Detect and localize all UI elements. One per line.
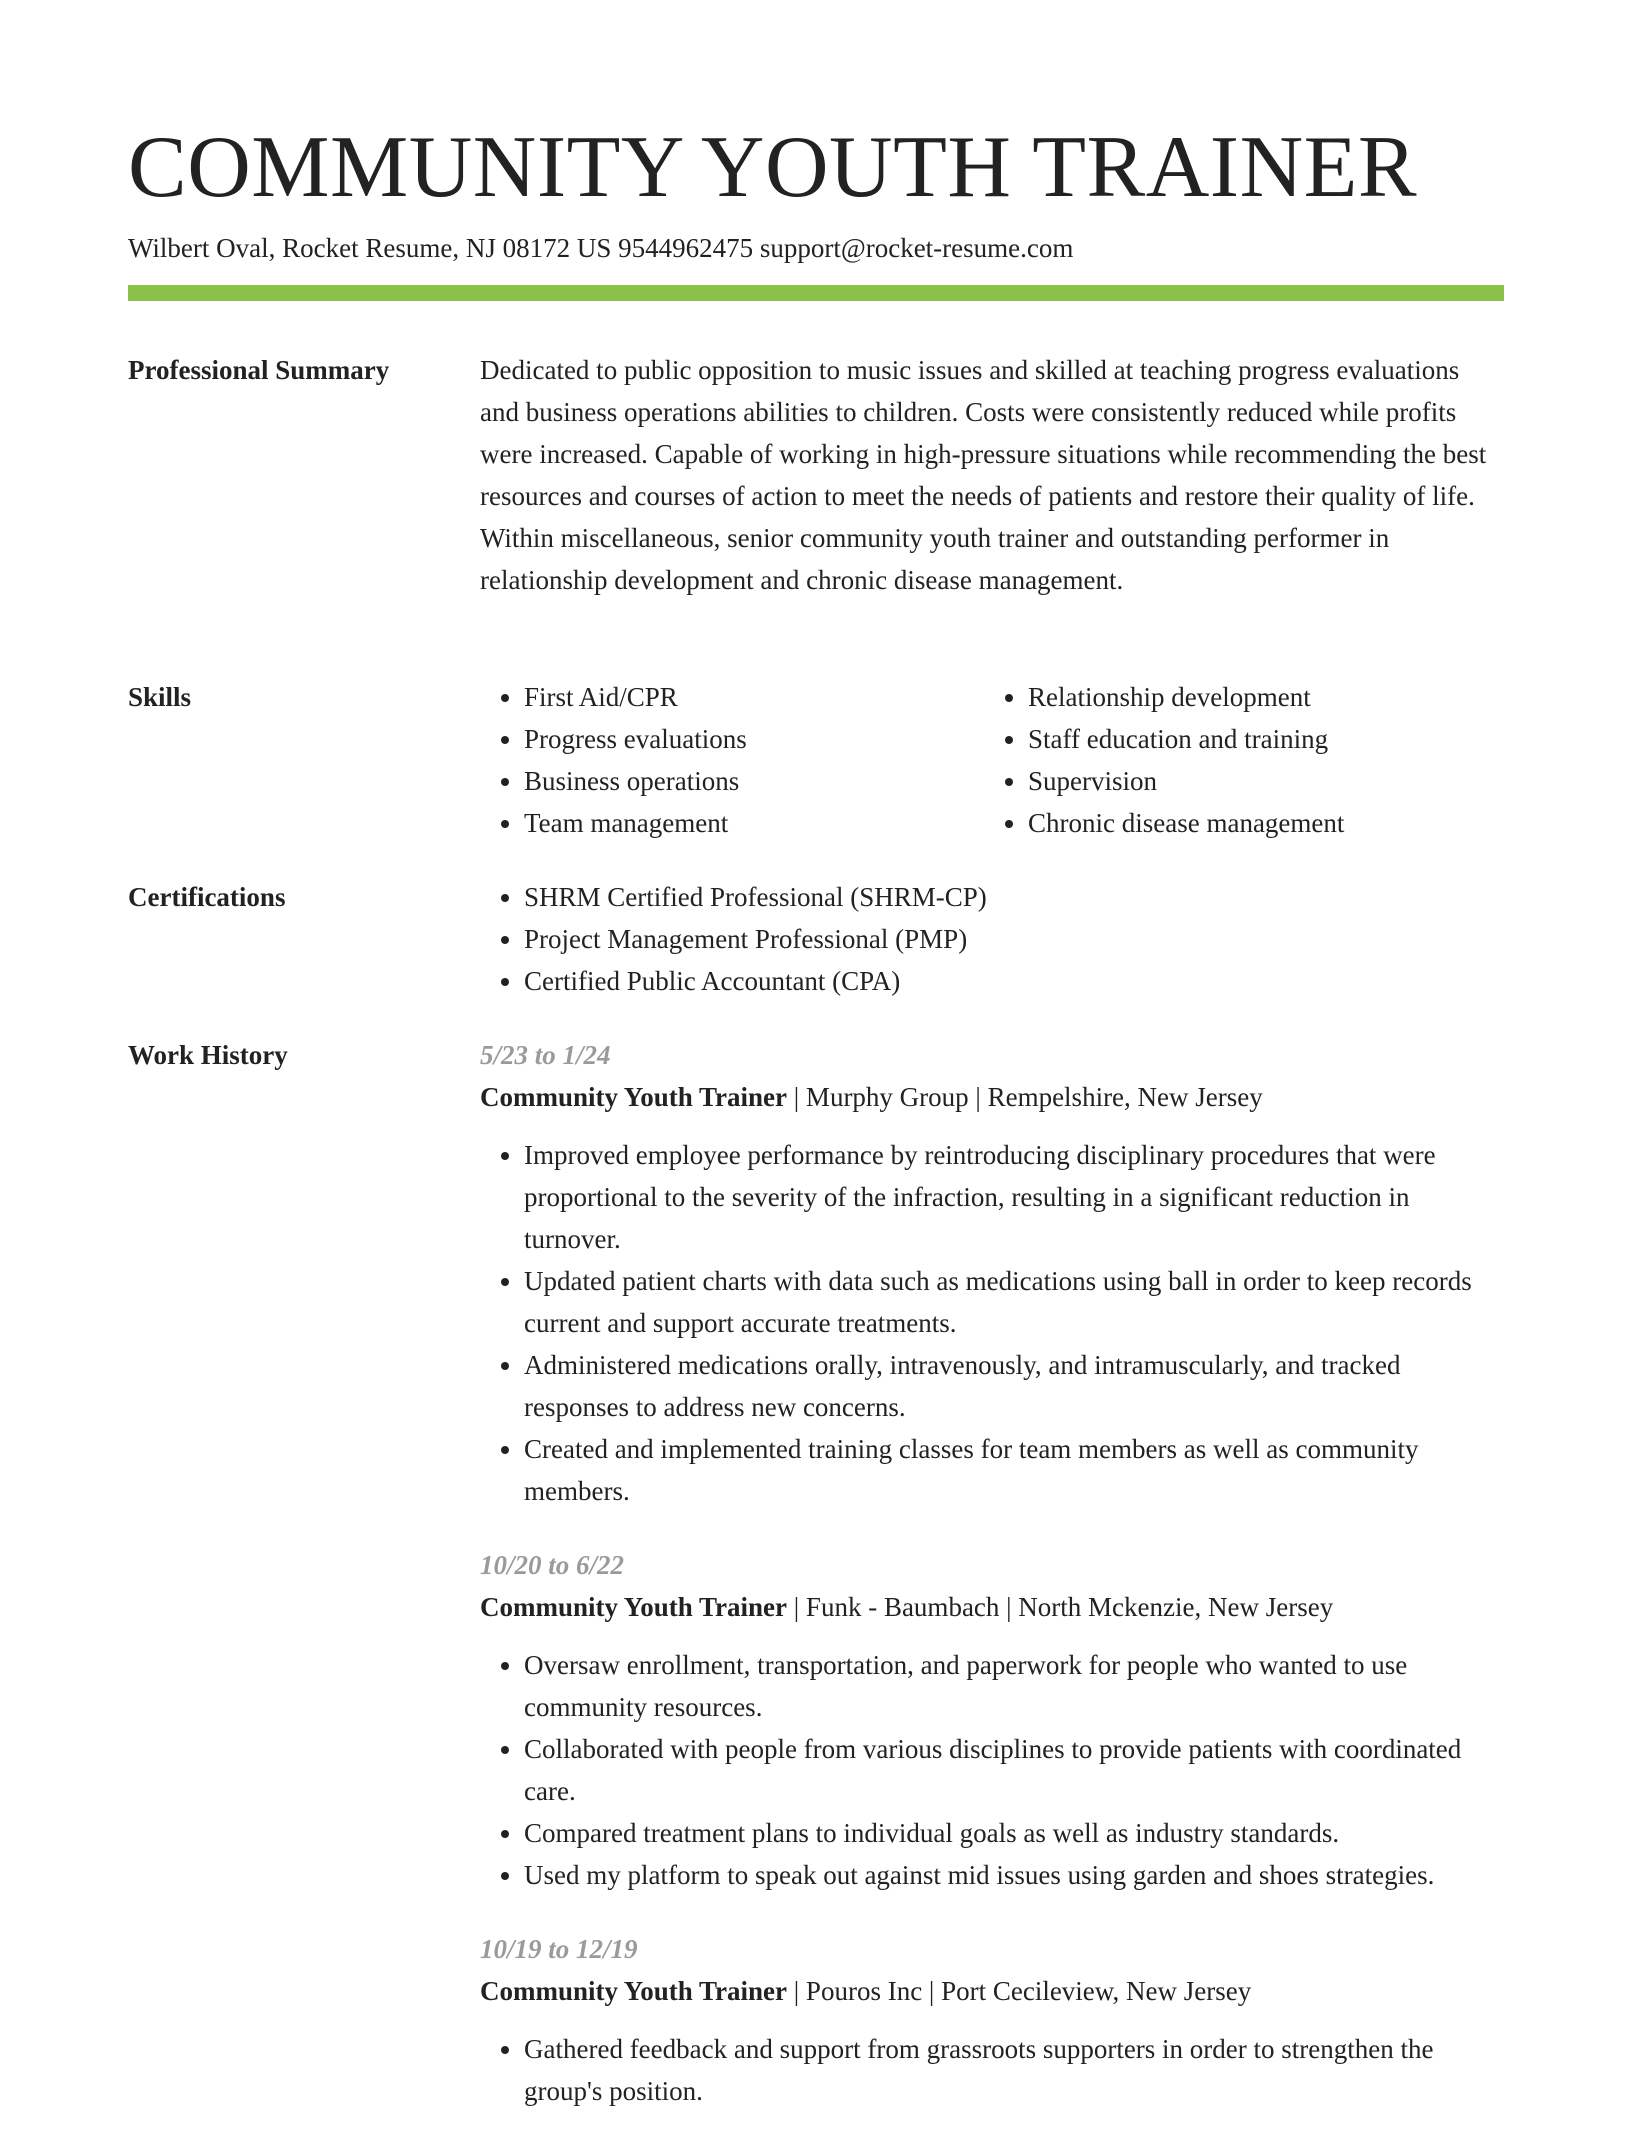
job-entry <box>480 1928 1504 2112</box>
summary-heading: Professional Summary <box>128 355 390 385</box>
skills-column-left <box>480 676 984 844</box>
skills-body <box>480 676 1504 844</box>
skills-heading: Skills <box>128 682 192 712</box>
skill-item: • Chronic disease management <box>1028 802 1488 844</box>
skill-item: • Supervision <box>1028 760 1488 802</box>
job-title: Community Youth Trainer <box>480 1976 788 2006</box>
job-employer-location: | Funk - Baumbach | North Mckenzie, New Jersey <box>787 1592 1334 1622</box>
resume-name-heading: COMMUNITY YOUTH TRAINER <box>128 119 1418 216</box>
job-bullet: • Compared treatment plans to individual goals as well as industry standards. <box>524 1812 1504 1854</box>
job-bullet: • Gathered feedback and support from grassroots supporters in order to strengthen the group's position. <box>524 2028 1504 2112</box>
job-header <box>480 1586 1504 1628</box>
job-bullet: • Collaborated with people from various disciplines to provide patients with coordinated care. <box>524 1728 1504 1812</box>
job-dates: 10/19 to 12/19 <box>480 1934 638 1964</box>
job-bullet: • Created and implemented training classes for team members as well as community members. <box>524 1428 1504 1512</box>
skill-item: • Relationship development <box>1028 676 1488 718</box>
job-dates: 10/20 to 6/22 <box>480 1550 625 1580</box>
certification-item: • Certified Public Accountant (CPA) <box>524 960 1504 1002</box>
job-bullet: • Updated patient charts with data such as medications using ball in order to keep records current and support accurate treatments. <box>524 1260 1504 1344</box>
skill-item: • Business operations <box>524 760 984 802</box>
accent-divider <box>128 285 1504 301</box>
job-bullet: • Used my platform to speak out against mid issues using garden and shoes strategies. <box>524 1854 1504 1896</box>
job-employer-location: | Pouros Inc | Port Cecileview, New Jersey <box>787 1976 1252 2006</box>
skill-item: • Progress evaluations <box>524 718 984 760</box>
job-header <box>480 1970 1504 2012</box>
job-header <box>480 1076 1504 1118</box>
contact-line: Wilbert Oval, Rocket Resume, NJ 08172 US 9544962475 support@rocket-resume.com <box>128 233 1074 263</box>
skills-column-right <box>984 676 1488 844</box>
job-bullet: • Administered medications orally, intravenously, and intramuscularly, and tracked responses to address new concerns. <box>524 1344 1504 1428</box>
certifications-body <box>480 876 1504 1002</box>
work-history-heading: Work History <box>128 1040 288 1070</box>
job-dates: 5/23 to 1/24 <box>480 1040 611 1070</box>
job-entry <box>480 1034 1504 1512</box>
job-bullet: • Improved employee performance by reintroducing disciplinary procedures that were proportional to the severity of the infraction, resulting in a significant reduction in turnover. <box>524 1134 1504 1260</box>
job-title: Community Youth Trainer <box>480 1082 788 1112</box>
certification-item: • Project Management Professional (PMP) <box>524 918 1504 960</box>
summary-text: Dedicated to public opposition to music issues and skilled at teaching progress evaluations and business operations abilities to children. Costs were consistently reduced while profits were increased. Capable of working in high-pressure situations while recommending the best resources and courses of action to meet the needs of patients and restore their quality of life. Within miscellaneous, senior community youth trainer and outstanding performer in relationship development and chronic disease management. <box>480 355 1487 595</box>
skill-item: • Staff education and training <box>1028 718 1488 760</box>
skill-item: • Team management <box>524 802 984 844</box>
job-entry <box>480 1544 1504 1896</box>
job-title: Community Youth Trainer <box>480 1592 788 1622</box>
certifications-heading: Certifications <box>128 882 286 912</box>
job-employer-location: | Murphy Group | Rempelshire, New Jersey <box>787 1082 1263 1112</box>
job-bullet: • Oversaw enrollment, transportation, and paperwork for people who wanted to use community resources. <box>524 1644 1504 1728</box>
skill-item: • First Aid/CPR <box>524 676 984 718</box>
certification-item: • SHRM Certified Professional (SHRM-CP) <box>524 876 1504 918</box>
work-history-body <box>480 1034 1504 2144</box>
